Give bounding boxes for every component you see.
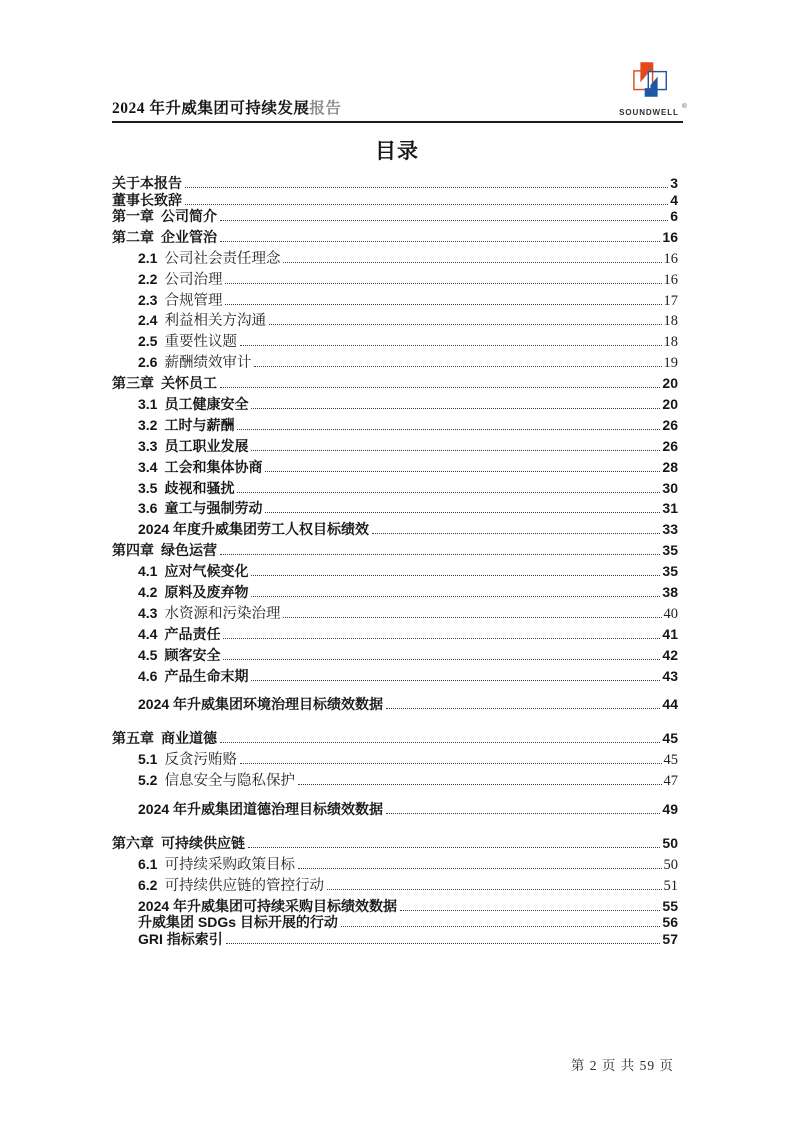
toc-leader-dots <box>386 696 660 709</box>
toc-entry[interactable] <box>112 292 678 313</box>
toc-entry[interactable] <box>112 192 678 209</box>
toc-entry-label: 利益相关方沟通 <box>164 313 266 330</box>
toc-leader-dots <box>327 877 662 890</box>
soundwell-logo-icon <box>626 56 672 103</box>
toc-entry[interactable] <box>112 877 678 898</box>
toc-page-number: 50 <box>662 834 678 851</box>
toc-page-number: 20 <box>662 375 678 392</box>
toc-entry[interactable] <box>112 438 678 459</box>
toc-leader-dots <box>225 292 661 305</box>
toc-entry-label: 关怀员工 <box>161 375 217 392</box>
toc-entry[interactable] <box>112 396 678 417</box>
toc-entry-number: 4.3 <box>138 604 158 621</box>
toc-leader-dots <box>283 250 661 263</box>
toc-page-number: 56 <box>662 914 678 931</box>
toc-page-number: 50 <box>663 856 678 873</box>
toc-page-number: 45 <box>662 730 678 747</box>
toc-entry-number: 2.2 <box>138 270 158 287</box>
toc-entry-number: 第六章 <box>112 834 154 851</box>
toc-page-number: 43 <box>662 667 678 684</box>
toc-entry-label: 信息安全与隐私保护 <box>164 773 295 790</box>
toc-entry[interactable] <box>112 696 678 717</box>
toc-page-number: 44 <box>662 696 678 713</box>
toc-entry[interactable] <box>112 459 678 480</box>
toc-page-number: 42 <box>662 646 678 663</box>
toc-entry[interactable] <box>112 730 678 751</box>
toc-entry[interactable] <box>112 751 678 772</box>
toc-page-number: 35 <box>662 563 678 580</box>
toc-page-number: 19 <box>663 355 678 372</box>
toc-entry-label: GRI 指标索引 <box>138 930 223 947</box>
toc-entry-label: 员工健康安全 <box>164 396 249 413</box>
toc-entry-label: 工时与薪酬 <box>164 416 235 433</box>
toc-leader-dots <box>185 192 668 205</box>
toc-page-number: 18 <box>663 313 678 330</box>
toc-entry-label: 员工职业发展 <box>164 437 249 454</box>
toc-entry[interactable] <box>112 801 678 822</box>
toc-entry-label: 公司简介 <box>161 208 217 224</box>
toc-entry-label: 可持续采购政策目标 <box>164 856 295 873</box>
toc-entry[interactable] <box>112 271 678 292</box>
toc-entry-label: 公司社会责任理念 <box>164 250 281 267</box>
toc-entry-number: 2.5 <box>138 333 158 350</box>
toc-leader-dots <box>251 668 660 681</box>
report-title-suffix: 报告 <box>309 100 342 117</box>
toc-leader-dots <box>251 396 660 409</box>
toc-leader-dots <box>220 730 660 743</box>
toc-entry-label: 薪酬绩效审计 <box>164 355 252 372</box>
toc-entry[interactable] <box>112 563 678 584</box>
toc-entry-number: 第三章 <box>112 375 154 392</box>
toc-entry[interactable] <box>112 668 678 689</box>
toc-page-number: 4 <box>670 191 678 208</box>
toc-leader-dots <box>372 521 660 534</box>
toc-page-number: 47 <box>663 773 678 790</box>
toc-entry-number: 4.4 <box>138 625 158 642</box>
toc-page-number: 41 <box>662 625 678 642</box>
toc-entry-label: 歧视和骚扰 <box>164 479 235 496</box>
toc-entry[interactable] <box>112 835 678 856</box>
toc-entry[interactable] <box>112 229 678 250</box>
company-logo <box>618 56 687 119</box>
toc-entry[interactable] <box>112 208 678 229</box>
toc-page-number: 40 <box>663 605 678 622</box>
toc-entry-label: 公司治理 <box>164 271 223 288</box>
toc-entry-label: 产品生命末期 <box>164 667 249 684</box>
toc-leader-dots <box>248 835 660 848</box>
toc-page-number: 6 <box>670 208 678 224</box>
toc-page-number: 30 <box>662 479 678 496</box>
toc-entry-label: 重要性议题 <box>164 334 237 351</box>
toc-entry-number: 4.2 <box>138 584 158 601</box>
toc-page-number: 16 <box>663 250 678 267</box>
toc-entry-number: 3.4 <box>138 458 158 475</box>
toc-entry[interactable] <box>112 772 678 793</box>
toc-leader-dots <box>240 751 662 764</box>
page-title: 目录 <box>375 140 419 163</box>
toc-entry[interactable] <box>112 626 678 647</box>
toc-entry-number: 3.6 <box>138 500 158 517</box>
toc-leader-dots <box>237 480 660 493</box>
toc-leader-dots <box>220 542 660 555</box>
logo-wordmark <box>619 103 687 117</box>
toc-entry-label: 工会和集体协商 <box>164 458 263 475</box>
toc-entry[interactable] <box>112 647 678 668</box>
toc-entry-label: 2024 年度升威集团劳工人权目标绩效 <box>138 521 370 538</box>
toc-leader-dots <box>220 375 660 388</box>
toc-entry-number: 5.2 <box>138 772 158 789</box>
toc-leader-dots <box>251 584 660 597</box>
toc-entry-number: 4.6 <box>138 667 158 684</box>
toc-entry[interactable] <box>112 542 678 563</box>
toc-page-number: 35 <box>662 542 678 559</box>
toc-entry[interactable] <box>112 914 678 931</box>
toc-page-number: 16 <box>662 228 678 245</box>
toc-leader-dots <box>240 333 662 346</box>
toc-leader-dots <box>298 772 662 785</box>
toc-leader-dots <box>226 931 661 944</box>
toc-entry-number: 第五章 <box>112 730 154 747</box>
toc-entry-label: 顾客安全 <box>164 646 221 663</box>
toc-page-number: 57 <box>662 930 678 947</box>
toc-page-number: 3 <box>670 175 678 191</box>
report-header-title <box>112 96 341 118</box>
toc-leader-dots <box>254 354 661 367</box>
toc-leader-dots <box>265 500 660 513</box>
toc-entry-number: 3.5 <box>138 479 158 496</box>
toc-entry-label: 绿色运营 <box>161 542 217 559</box>
toc-page-number: 26 <box>662 416 678 433</box>
toc-entry[interactable] <box>112 605 678 626</box>
toc-entry[interactable] <box>112 175 678 192</box>
toc-entry-number: 4.5 <box>138 646 158 663</box>
toc-page-number: 20 <box>662 396 678 413</box>
toc-leader-dots <box>223 647 660 660</box>
footer-page-info: 第 2 页 共 59 页 <box>570 1058 674 1073</box>
toc-leader-dots <box>251 563 660 576</box>
toc-leader-dots <box>265 459 660 472</box>
toc-leader-dots <box>269 312 662 325</box>
toc-page-number: 51 <box>663 877 678 894</box>
toc-entry[interactable] <box>112 375 678 396</box>
toc-entry-number: 2.1 <box>138 249 158 266</box>
toc-entry-number: 第四章 <box>112 542 154 559</box>
toc-leader-dots <box>220 208 668 221</box>
toc-page-number: 31 <box>662 500 678 517</box>
header-divider <box>112 121 683 123</box>
toc-entry-number: 3.2 <box>138 416 158 433</box>
toc-entry-label: 反贪污贿赂 <box>164 752 237 769</box>
toc-entry-number: 3.3 <box>138 437 158 454</box>
toc-leader-dots <box>220 229 660 242</box>
report-title-main: 2024 年升威集团可持续发展 <box>112 100 310 117</box>
logo-wordmark-text: SOUNDWELL <box>619 108 679 117</box>
toc-entry[interactable] <box>112 500 678 521</box>
toc-entry-label: 合规管理 <box>164 292 223 309</box>
toc-entry-label: 水资源和污染治理 <box>164 605 281 622</box>
toc-page-number: 38 <box>662 584 678 601</box>
toc-page-number: 17 <box>663 292 678 309</box>
toc-leader-dots <box>298 856 662 869</box>
toc-entry-number: 6.1 <box>138 855 158 872</box>
toc-leader-dots <box>283 605 661 618</box>
toc-leader-dots <box>386 801 660 814</box>
toc-leader-dots <box>400 898 660 911</box>
toc-page-number: 28 <box>662 458 678 475</box>
toc-entry-label: 应对气候变化 <box>164 563 249 580</box>
toc-leader-dots <box>251 438 660 451</box>
toc-entry-number: 3.1 <box>138 396 158 413</box>
toc-entry-label: 原料及废弃物 <box>164 584 249 601</box>
registered-trademark-icon: ® <box>682 103 687 110</box>
toc-list <box>112 175 678 947</box>
toc-page-number: 16 <box>663 271 678 288</box>
toc-entry-label: 升威集团 SDGs 目标开展的行动 <box>138 914 338 931</box>
toc-page-number: 33 <box>662 521 678 538</box>
toc-leader-dots <box>185 175 668 188</box>
toc-entry-label: 产品责任 <box>164 625 221 642</box>
toc-entry-number: 第二章 <box>112 228 154 245</box>
toc-page-number: 26 <box>662 437 678 454</box>
toc-entry-number: 5.1 <box>138 751 158 768</box>
toc-page-number: 18 <box>663 334 678 351</box>
toc-entry-label: 企业管治 <box>161 228 217 245</box>
toc-entry-label: 童工与强制劳动 <box>164 500 263 517</box>
toc-entry[interactable] <box>112 312 678 333</box>
toc-entry[interactable] <box>112 480 678 501</box>
toc-entry-number: 4.1 <box>138 563 158 580</box>
toc-entry-label: 2024 年升威集团环境治理目标绩效数据 <box>138 696 384 713</box>
toc-entry-label: 关于本报告 <box>112 175 182 191</box>
toc-leader-dots <box>225 271 661 284</box>
toc-entry-label: 董事长致辞 <box>112 191 182 208</box>
toc-entry[interactable] <box>112 417 678 438</box>
toc-leader-dots <box>237 417 660 430</box>
toc-entry-label: 2024 年升威集团道德治理目标绩效数据 <box>138 801 384 818</box>
toc-leader-dots <box>341 914 661 927</box>
toc-entry[interactable] <box>112 898 678 915</box>
toc-entry-number: 2.4 <box>138 312 158 329</box>
toc-leader-dots <box>223 626 660 639</box>
toc-page-number: 49 <box>662 801 678 818</box>
toc-page-number: 45 <box>663 752 678 769</box>
toc-entry-number: 2.3 <box>138 291 158 308</box>
toc-entry[interactable] <box>112 521 678 542</box>
toc-entry-number: 第一章 <box>112 208 154 224</box>
toc-entry[interactable] <box>112 931 678 948</box>
toc-entry[interactable] <box>112 354 678 375</box>
toc-entry-label: 可持续供应链 <box>161 834 245 851</box>
toc-entry-number: 2.6 <box>138 354 158 371</box>
toc-entry[interactable] <box>112 333 678 354</box>
toc-entry[interactable] <box>112 250 678 271</box>
toc-entry-label: 2024 年升威集团可持续采购目标绩效数据 <box>138 897 398 914</box>
toc-page-number: 55 <box>662 897 678 914</box>
toc-entry-label: 可持续供应链的管控行动 <box>164 877 324 894</box>
toc-entry[interactable] <box>112 856 678 877</box>
toc-entry-label: 商业道德 <box>161 730 217 747</box>
toc-entry-number: 6.2 <box>138 876 158 893</box>
toc-entry[interactable] <box>112 584 678 605</box>
